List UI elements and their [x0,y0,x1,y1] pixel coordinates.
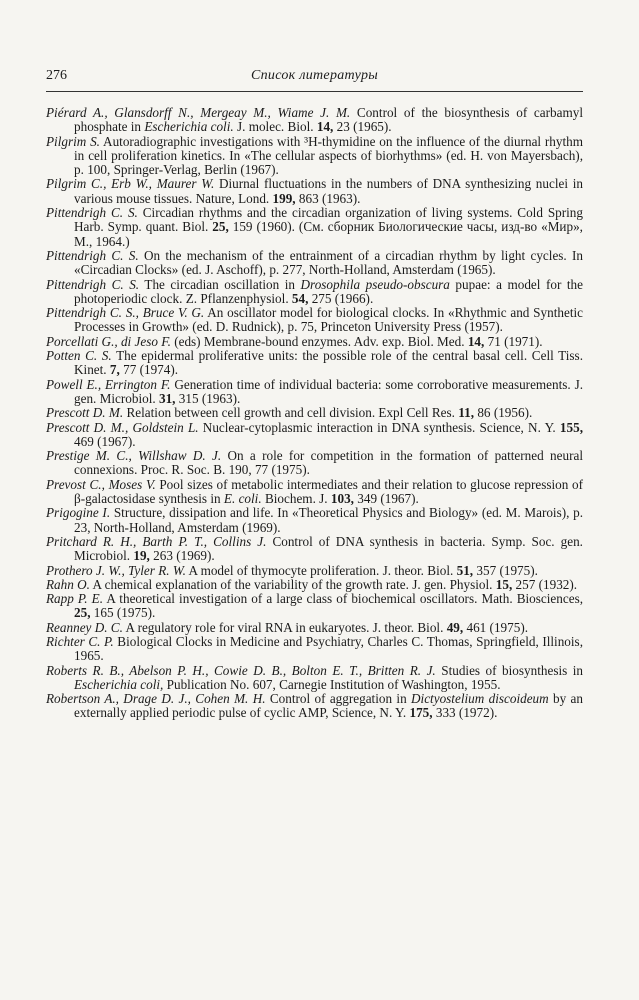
reference-list [46,106,583,721]
reference-authors: Prevost C., Moses V. [46,476,156,492]
reference-text: Structure, dissipation and life. In «Theoretical Physics and Biology» (ed. M. Marois), p. 23, North-Holland, Amsterdam (1969). [74,505,583,535]
reference-text: 461 (1975). [463,619,529,635]
reference-text: 275 (1966). [308,290,374,306]
reference-text: Biological Clocks in Medicine and Psychiatry, Charles C. Thomas, Springfield, Illinois, 1965. [74,633,583,664]
reference-entry [46,278,583,307]
reference-authors: Pilgrim C., Erb W., Maurer W. [46,176,215,192]
reference-volume: 15, [495,576,513,592]
running-title: Список литературы [250,68,379,83]
reference-authors: Pittendrigh C. S. [46,247,139,263]
reference-entry [46,664,583,693]
page-number: 276 [46,68,67,83]
reference-authors: Pittendrigh C. S. [46,276,140,292]
reference-authors: Rahn O. [46,576,90,592]
reference-authors: Potten C. S. [46,348,112,364]
reference-authors: Pittendrigh C. S., Bruce V. G. [46,305,205,321]
reference-italic-title: Escherichia coli. [144,119,234,135]
reference-entry [46,449,583,478]
reference-text: On the mechanism of the entrainment of a circadian rhythm by light cycles. In «Circadian Clocks» (ed. J. Aschoff), p. 277, North-Holland, Amsterdam (1965). [74,247,584,278]
reference-italic-title: Drosophila pseudo-obscura [300,276,450,292]
reference-authors: Prescott D. M., Goldstein L. [46,419,199,435]
reference-text: Nuclear-cytoplasmic interaction in DNA synthesis. Science, N. Y. [198,419,560,435]
reference-authors: Pritchard R. H., Barth P. T., Collins J. [46,533,267,549]
reference-entry [46,106,583,135]
reference-entry [46,206,583,249]
reference-text: 23 (1965). [333,119,392,135]
reference-text: 469 (1967). [74,433,136,449]
reference-text: Circadian rhythms and the circadian organization of living systems. Cold Spring Harb. Symp. quant. Biol. [74,205,583,235]
reference-volume: 25, [74,605,91,621]
reference-authors: Roberts R. B., Abelson P. H., Cowie D. B., Bolton E. T., Britten R. J. [46,662,436,678]
reference-text: On a role for competition in the formation of patterned neural connexions. Proc. R. Soc. B. 190, 77 (1975). [74,448,583,478]
reference-entry [46,249,583,278]
reference-text: 77 (1974). [119,362,179,378]
reference-volume: 31, [158,390,176,406]
reference-authors: Piérard A., Glansdorff N., Mergeay M., Wiame J. M. [46,105,351,120]
reference-text: Autoradiographic investigations with ³H-thymidine on the influence of the diurnal rhythm in cell proliferation kinetics. In «The cellular aspects of biorhythms» (ed. H. von Mayersbach), p. 100, Springer-Verlag, Berlin (1967). [74,133,583,178]
reference-text: Generation time of individual bacteria: some corroborative measurements. J. gen. Microbiol. [74,376,583,406]
reference-authors: Prothero J. W., Tyler R. W. [46,562,186,578]
reference-text: 257 (1932). [512,576,578,592]
reference-volume: 199, [272,190,296,206]
reference-authors: Robertson A., Drage D. J., Cohen M. H. [46,691,266,707]
reference-entry [46,578,583,592]
reference-volume: 19, [133,548,150,564]
reference-text: 349 (1967). [353,491,419,507]
reference-entry [46,535,583,564]
reference-text: A regulatory role for viral RNA in eukaryotes. J. theor. Biol. [122,619,447,635]
reference-authors: Richter C. P. [46,633,114,649]
reference-text: Publication No. 607, Carnegie Institution of Washington, 1955. [163,676,501,692]
reference-volume: 14, [316,119,334,135]
reference-volume: 25, [212,219,229,235]
reference-text: 159 (1960). (См. сборник Биологические часы, изд-во «Мир», М., 1964.) [74,219,583,249]
reference-text: A model of thymocyte proliferation. J. theor. Biol. [185,562,457,578]
reference-text: 86 (1956). [474,405,533,421]
reference-text: 263 (1969). [149,548,215,564]
reference-entry [46,378,583,407]
reference-text: 333 (1972). [432,705,498,721]
reference-volume: 11, [458,405,475,421]
reference-text: Relation between cell growth and cell division. Expl Cell Res. [123,405,459,421]
reference-entry [46,421,583,450]
reference-text: 357 (1975). [473,562,538,578]
reference-text: A chemical explanation of the variability of the growth rate. J. gen. Physiol. [89,576,496,592]
reference-volume: 49, [446,619,464,635]
reference-italic-title: Escherichia coli, [74,676,164,692]
reference-text: Biochem. J. [261,491,331,507]
reference-authors: Prescott D. M. [46,405,124,421]
reference-text: Control of the biosynthesis of carbamyl phosphate in [74,105,583,135]
reference-text: Control of aggregation in [265,691,412,707]
reference-italic-title: Dictyostelium discoideum [411,691,549,707]
reference-entry [46,306,583,335]
reference-volume: 54, [291,290,309,306]
reference-entry [46,349,583,378]
reference-volume: 155, [559,419,583,435]
reference-text: (eds) Membrane-bound enzymes. Adv. exp. Biol. Med. [170,333,468,349]
reference-volume: 175, [409,705,433,721]
reference-text: pupae: a model for the photoperiodic clock. Z. Pflanzenphysiol. [74,276,583,306]
reference-text: Studies of biosynthesis in [435,662,583,678]
reference-text: J. molec. Biol. [233,119,317,135]
reference-text: The circadian oscillation in [139,276,301,292]
reference-volume: 51, [456,562,474,578]
reference-entry [46,135,583,178]
reference-authors: Porcellati G., di Jeso F. [46,333,171,349]
reference-authors: Reanney D. C. [46,619,123,635]
reference-text: Control of DNA synthesis in bacteria. Symp. Soc. gen. Microbiol. [74,533,583,564]
reference-entry [46,621,583,635]
reference-text: by an externally applied periodic pulse of cyclic AMP, Science, N. Y. [74,691,583,721]
reference-italic-title: E. coli. [223,491,262,507]
reference-text: The epidermal proliferative units: the possible role of the central basal cell. Cell Tiss. Kinet. [74,348,583,378]
reference-text: A theoretical investigation of a large class of biochemical oscillators. Math. Biosciences, [103,591,583,607]
reference-volume: 14, [467,333,485,349]
reference-authors: Prestige M. C., Willshaw D. J. [46,448,222,464]
reference-authors: Prigogine I. [46,505,111,521]
reference-entry [46,635,583,664]
reference-authors: Powell E., Errington F. [46,376,171,392]
page-header [46,68,583,88]
reference-entry [46,592,583,621]
reference-authors: Pilgrim S. [46,133,100,149]
reference-volume: 7, [109,362,120,378]
reference-volume: 103, [330,491,354,507]
reference-text: 863 (1963). [295,190,361,206]
reference-entry [46,335,583,349]
reference-text: Diurnal fluctuations in the numbers of DNA synthesizing nuclei in various mouse tissues. Nature, Lond. [74,176,583,206]
reference-text: Pool sizes of metabolic intermediates and their relation to glucose repression of β-galactosidase synthesis in [74,476,583,507]
reference-entry [46,406,583,420]
header-rule [46,91,583,92]
reference-entry [46,506,583,535]
reference-text: 71 (1971). [484,333,543,349]
reference-entry [46,177,583,206]
reference-entry [46,564,583,578]
reference-authors: Rapp P. E. [46,591,104,607]
reference-entry [46,478,583,507]
reference-text: An oscillator model for biological clocks. In «Rhythmic and Synthetic Processes in Growth» (ed. D. Rudnick), p. 75, Princeton University Press (1957). [74,305,583,335]
reference-authors: Pittendrigh C. S. [46,205,138,221]
reference-text: 165 (1975). [90,605,156,621]
reference-entry [46,692,583,721]
reference-text: 315 (1963). [175,390,241,406]
